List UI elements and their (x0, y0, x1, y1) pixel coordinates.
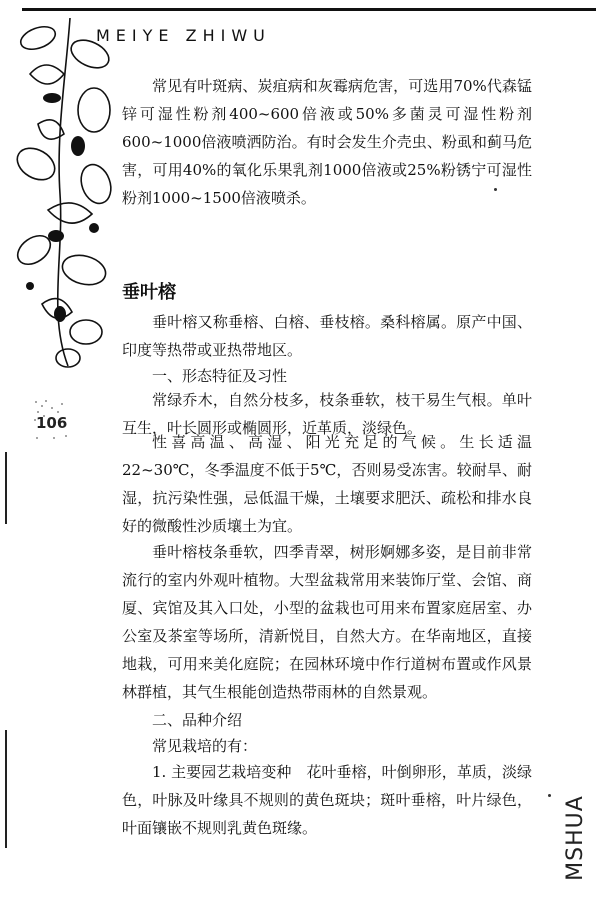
body-paragraph: 垂叶榕枝条垂软，四季青翠，树形婀娜多姿，是目前非常流行的室内外观叶植物。大型盆栽常用来装饰厅堂、会馆、商厦、宾馆及其入口处，小型的盆栽也可用来布置家庭居室、办公室及茶室等场所，清新悦目，自然大方。在华南地区，直接地栽，可用来美化庭院；在园林环境中作行道树布置或作风景林群植，其气生根能创造热带雨林的自然景观。 (122, 543, 532, 701)
page-number: 106 (36, 414, 68, 432)
subsection-heading: 二、品种介绍 (152, 711, 243, 729)
body-paragraph: 常见栽培的有： (152, 737, 258, 755)
body-paragraph: 常绿乔木，自然分枝多，枝条垂软，枝干易生气根。单叶互生，叶长圆形或椭圆形，近革质，淡绿色。 (122, 391, 532, 437)
floral-ornament-icon (8, 14, 118, 374)
intro-paragraph: 常见有叶斑病、炭疽病和灰霉病危害，可选用70%代森锰锌可湿性粉剂400~600倍液或50%多菌灵可湿性粉剂600~1000倍液喷洒防治。有时会发生介壳虫、粉虱和蓟马危害，可用40%的氧化乐果乳剂1000倍液或25%粉锈宁可湿性粉剂1000~1500倍液喷杀。 (122, 77, 532, 207)
header-rule (22, 8, 596, 11)
scan-speck (548, 794, 551, 797)
body-paragraph: 垂叶榕又称垂榕、白榕、垂枝榕。桑科榕属。原产中国、印度等热带或亚热带地区。 (122, 313, 532, 359)
body-paragraph: 1. 主要园艺栽培变种 花叶垂榕，叶倒卵形，革质，淡绿色，叶脉及叶缘具不规则的黄色斑块；斑叶垂榕，叶片绿色，叶面镶嵌不规则乳黄色斑缘。 (122, 763, 532, 837)
body-paragraph: 性喜高温、高湿、阳光充足的气候。生长适温22~30℃，冬季温度不低于5℃，否则易受冻害。较耐旱、耐湿，抗污染性强，忌低温干燥，土壤要求肥沃、疏松和排水良好的微酸性沙质壤土为宜。 (122, 433, 532, 535)
watermark-text: MSHUA (563, 795, 588, 881)
scan-edge-mark (5, 730, 7, 848)
subsection-heading: 一、形态特征及习性 (152, 367, 288, 385)
scan-speck (494, 188, 497, 191)
scan-edge-mark (5, 452, 7, 524)
section-title: 垂叶榕 (122, 282, 176, 303)
watermark (560, 788, 594, 888)
running-header: MEIYE ZHIWU (96, 26, 271, 45)
